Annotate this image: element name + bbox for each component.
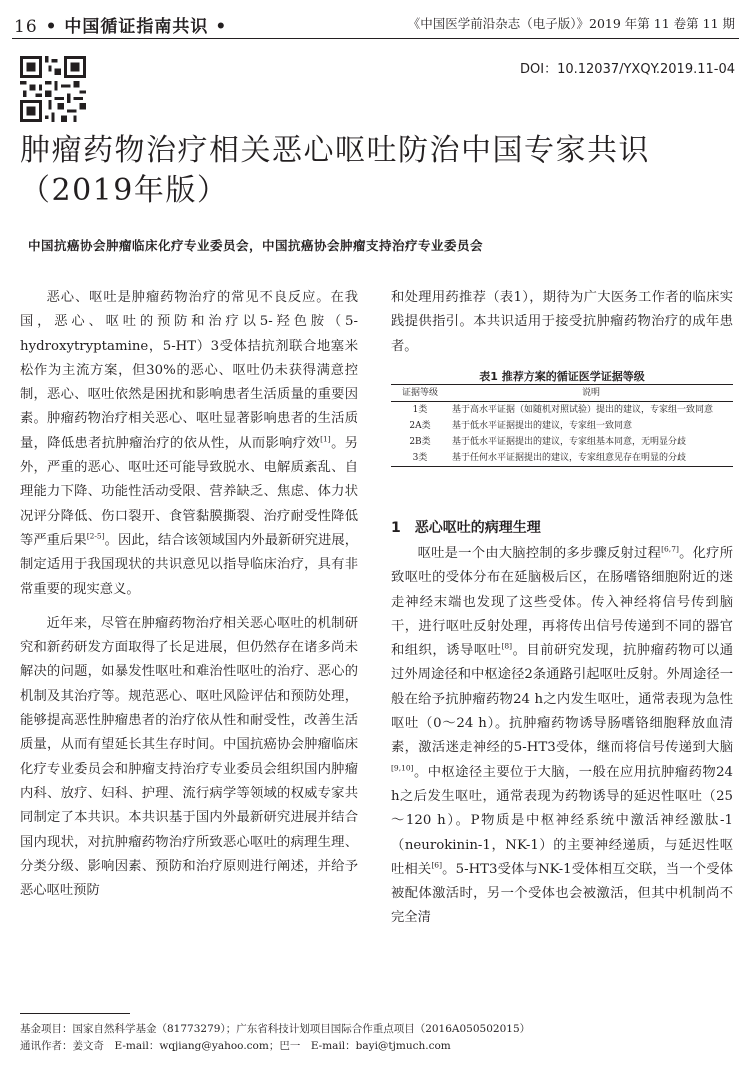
table-row: 1类 基于高水平证据（如随机对照试验）提出的建议，专家组一致同意	[412, 405, 714, 415]
citation[interactable]: [9,10]	[391, 763, 414, 773]
funding-footnote: 基金项目：国家自然科学基金（81773279）；广东省科技计划项目国际合作重点项目（2016A050502015）	[20, 1023, 531, 1035]
section-label: • 中国循证指南共识 •	[45, 17, 228, 37]
table-row: 3类 基于任何水平证据提出的建议，专家组意见存在明显的分歧	[391, 450, 733, 467]
article-title: 肿瘤药物治疗相关恶心呕吐防治中国专家共识（2019年版）	[20, 133, 650, 208]
left-column	[20, 286, 358, 903]
page-number: 16	[14, 17, 38, 37]
journal-citation: 《中国医学前沿杂志（电子版）》2019 年第 11 卷第 11 期	[407, 16, 735, 31]
table-title: 表1 推荐方案的循证医学证据等级	[479, 370, 645, 383]
citation[interactable]: [6]	[431, 860, 442, 870]
footnote-rule	[20, 1013, 130, 1014]
section-heading: 1 恶心呕吐的病理生理	[391, 520, 541, 536]
header-rule	[12, 38, 739, 39]
authors: 中国抗癌协会肿瘤临床化疗专业委员会，中国抗癌协会肿瘤支持治疗专业委员会	[28, 238, 484, 253]
evidence-level-table	[391, 384, 733, 467]
table-header: 证据等级	[391, 385, 449, 402]
table-header: 说明	[449, 385, 733, 402]
citation[interactable]: [6,7]	[661, 544, 679, 554]
paragraph-background: 近年来，尽管在肿瘤药物治疗相关恶心呕吐的机制研究和新药研发方面取得了长足进展，但仍然存在诸多尚未解决的问题，如暴发性呕吐和难治性呕吐的治疗、恶心的机制及其治疗等。规范恶心、呕吐风险评估和预防处理，能够提高恶性肿瘤患者的治疗依从性和耐受性，改善生活质量，从而有望延长其生存时间。中国抗癌协会肿瘤临床化疗专业委员会和肿瘤支持治疗专业委员会组织国内肿瘤内科、放疗、妇科、护理、流行病学等领域的权威专家共同制定了本共识。本共识基于国内外最新研究进展并结合国内现状，对抗肿瘤药物治疗所致恶心呕吐的病理生理、分类分级、影响因素、预防和治疗原则进行阐述，并给予恶心呕吐预防	[20, 615, 358, 899]
correspondence-footnote: 通讯作者：姜文奇 E-mail：wqjiang@yahoo.com；巴一 E-mail：bayi@tjmuch.com	[20, 1040, 451, 1052]
citation[interactable]: [1]	[320, 434, 331, 444]
table-row: 2B类 基于低水平证据提出的建议，专家组基本同意，无明显分歧	[409, 437, 687, 447]
right-column-intro	[391, 286, 733, 359]
citation[interactable]: [8]	[501, 641, 513, 651]
paragraph-intro: 恶心、呕吐是肿瘤药物治疗的常见不良反应。在我国，恶心、呕吐的预防和治疗以5-羟色胺（5-hydroxytryptamine，5-HT）3受体拮抗剂联合地塞米松作为主流方案，但30%的恶心、呕吐仍未获得满意控制，恶心、呕吐依然是困扰和影响患者生活质量的重要因素。肿瘤药物治疗相关恶心、呕吐显著影响患者的生活质量，降低患者抗肿瘤治疗的依从性，从而影响疗效[1]。另外，严重的恶心、呕吐还可能导致脱水、电解质紊乱、自理能力下降、功能性活动受限、营养缺乏、焦虑、体力状况评分降低、伤口裂开、食管黏膜撕裂、治疗耐受性降低等严重后果[2-5]。因此，结合该领域国内外最新研究进展，制定适用于我国现状的共识意见以指导临床治疗，具有非常重要的现实意义。	[20, 290, 359, 597]
paragraph-pathophysiology: 呕吐是一个由大脑控制的多步骤反射过程[6,7]。化疗所致呕吐的受体分布在延脑极后区，在肠嗜铬细胞附近的迷走神经末端也发现了这些受体。传入神经将信号传到脑干，进行呕吐反射处理，再将传出信号传递到不同的器官和组织，诱导呕吐[8]。目前研究发现，抗肿瘤药物可以通过外周途径和中枢途径2条通路引起呕吐反射。外周途径一般在给予抗肿瘤药物24 h之内发生呕吐，通常表现为急性呕吐（0～24 h）。抗肿瘤药物诱导肠嗜铬细胞释放血清素，激活迷走神经的5-HT3受体，继而将信号传递到大脑[9,10]。中枢途径主要位于大脑，一般在应用抗肿瘤药物24 h之后发生呕吐，通常表现为药物诱导的延迟性呕吐（25～120 h）。P物质是中枢神经系统中激活神经激肽-1（neurokinin-1，NK-1）的主要神经递质，与延迟性呕吐相关[6]。5-HT3受体与NK-1受体相互交联，当一个受体被配体激活时，另一个受体也会被激活，但其中机制尚不完全清	[391, 544, 734, 926]
paragraph-continued: 和处理用药推荐（表1），期待为广大医务工作者的临床实践提供指引。本共识适用于接受抗肿瘤药物治疗的成年患者。	[391, 290, 733, 354]
citation[interactable]: [2-5]	[86, 531, 105, 541]
qr-code-icon	[20, 56, 86, 122]
doi: DOI：10.12037/YXQY.2019.11-04	[520, 62, 735, 77]
table-row: 2A类 基于低水平证据提出的建议，专家组一致同意	[409, 421, 633, 431]
running-header-left	[14, 12, 227, 37]
right-column-body	[391, 542, 733, 931]
